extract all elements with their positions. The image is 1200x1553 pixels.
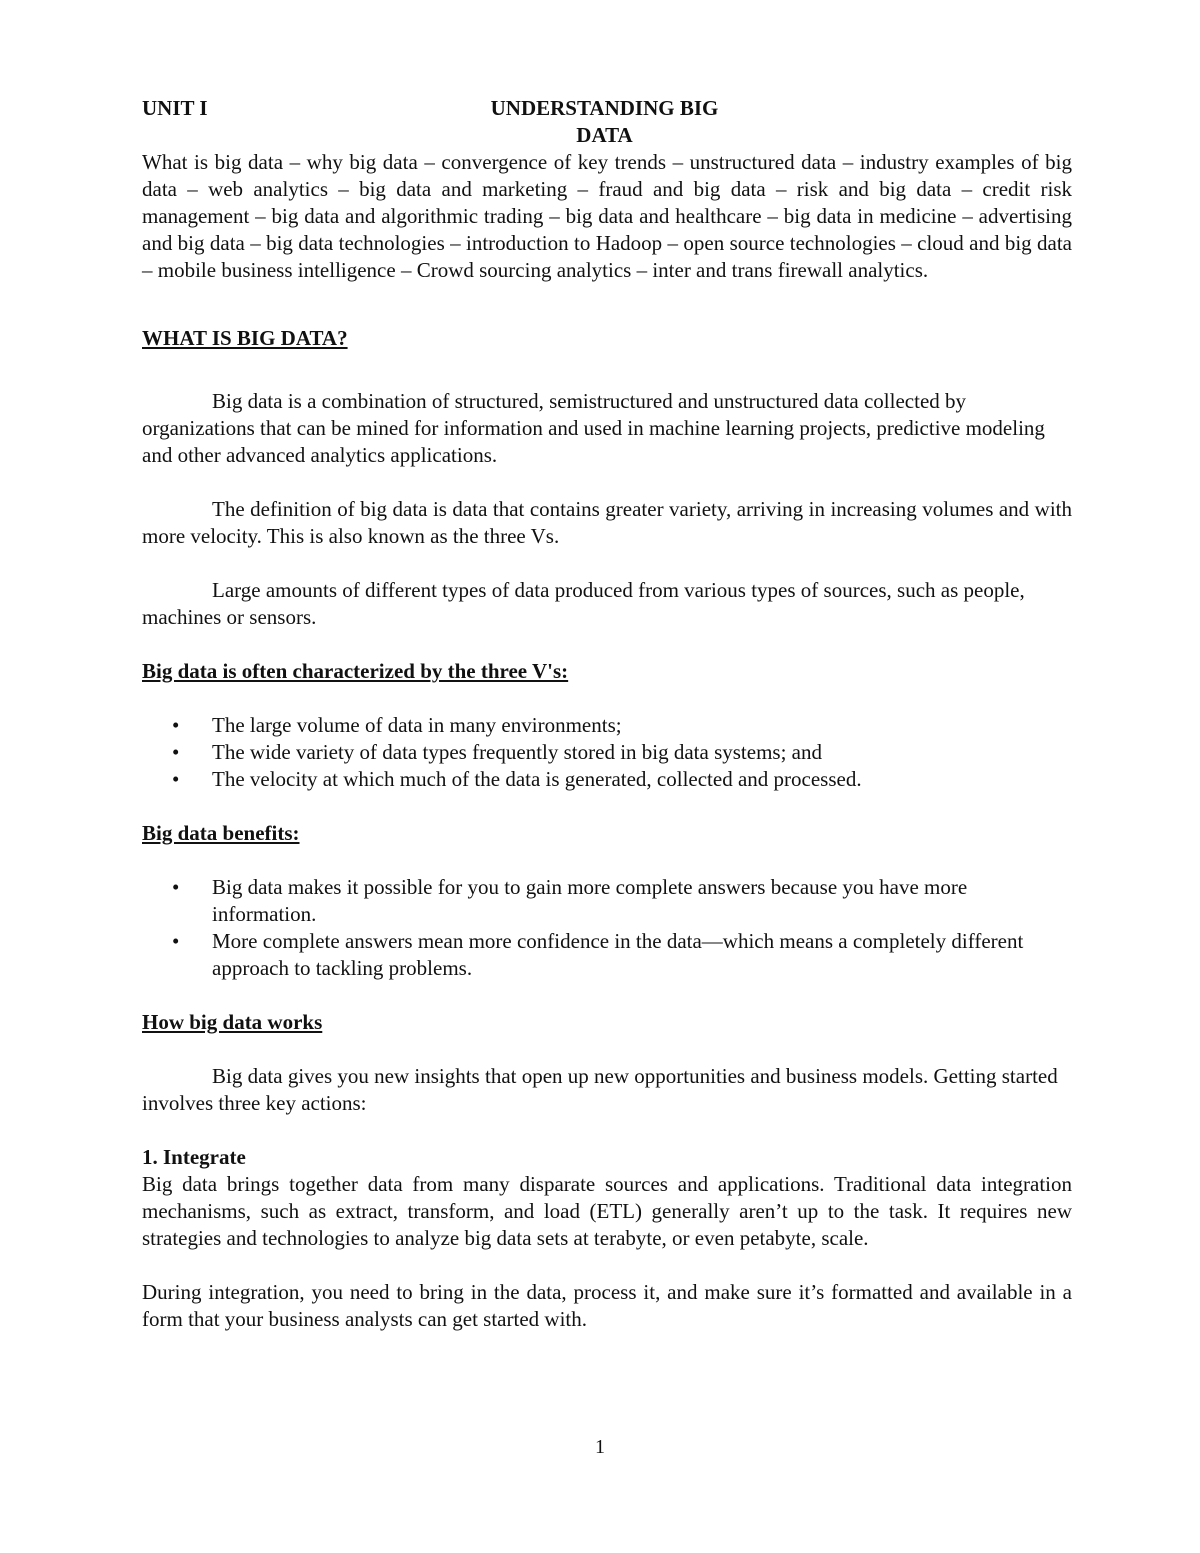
syllabus-paragraph: What is big data – why big data – convergence of key trends – unstructured data – industry examples of big data – web analytics – big data and marketing – fraud and big data – risk and big data – credit risk management – big data and algorithmic trading – big data and healthcare – big data in medicine – advertising and big data – big data technologies – introduction to Hadoop – open source technologies – cloud and big data – mobile business intelligence – Crowd sourcing analytics – inter and trans firewall analytics.: [142, 150, 1072, 282]
unit-header: [142, 95, 1072, 122]
list-item: • The large volume of data in many environments;: [172, 713, 622, 737]
list-item: • Big data makes it possible for you to gain more complete answers because you have more information.: [172, 875, 968, 926]
integrate-paragraph-1: Big data brings together data from many disparate sources and applications. Traditional data integration mechanisms, such as extract, transform, and load (ETL) generally aren’t up to the task. It requires new strategies and technologies to analyze big data sets at terabyte, or even petabyte, scale.: [142, 1172, 1072, 1250]
bullet-icon: •: [172, 713, 180, 737]
how-works-paragraph: Big data gives you new insights that open up new opportunities and business models. Getting started involves three key actions:: [142, 1064, 1058, 1115]
how-big-data-works-heading: How big data works: [142, 1010, 323, 1034]
three-vs-heading: Big data is often characterized by the three V's:: [142, 659, 569, 683]
bullet-icon: •: [172, 740, 180, 764]
three-vs-list: [142, 712, 1072, 793]
page-number: 1: [595, 1436, 605, 1458]
unit-title-continued: DATA: [576, 123, 633, 147]
integrate-paragraph-2: During integration, you need to bring in the data, process it, and make sure it’s formatted and available in a form that your business analysts can get started with.: [142, 1280, 1072, 1331]
unit-title: UNDERSTANDING BIG: [490, 96, 719, 120]
bullet-icon: •: [172, 929, 180, 953]
definition-paragraph-2: The definition of big data is data that contains greater variety, arriving in increasing volumes and with more velocity. This is also known as the three Vs.: [142, 497, 1072, 548]
integrate-heading: 1. Integrate: [142, 1145, 246, 1169]
what-is-big-data-heading: WHAT IS BIG DATA?: [142, 326, 348, 350]
bullet-icon: •: [172, 767, 180, 791]
document-page: [142, 95, 1072, 1333]
benefits-heading: Big data benefits:: [142, 821, 300, 845]
bullet-icon: •: [172, 875, 180, 899]
benefits-list: [142, 874, 1072, 982]
list-item: • The velocity at which much of the data is generated, collected and processed.: [172, 767, 862, 791]
definition-paragraph-1: Big data is a combination of structured, semistructured and unstructured data collected by organizations that can be mined for information and used in machine learning projects, predictive modeling and other advanced analytics applications.: [142, 389, 1045, 467]
unit-label: UNIT I: [142, 96, 208, 120]
definition-paragraph-3: Large amounts of different types of data produced from various types of sources, such as people, machines or sensors.: [142, 578, 1025, 629]
list-item: • More complete answers mean more confidence in the data—which means a completely different approach to tackling problems.: [172, 929, 1024, 980]
list-item: • The wide variety of data types frequently stored in big data systems; and: [172, 740, 822, 764]
